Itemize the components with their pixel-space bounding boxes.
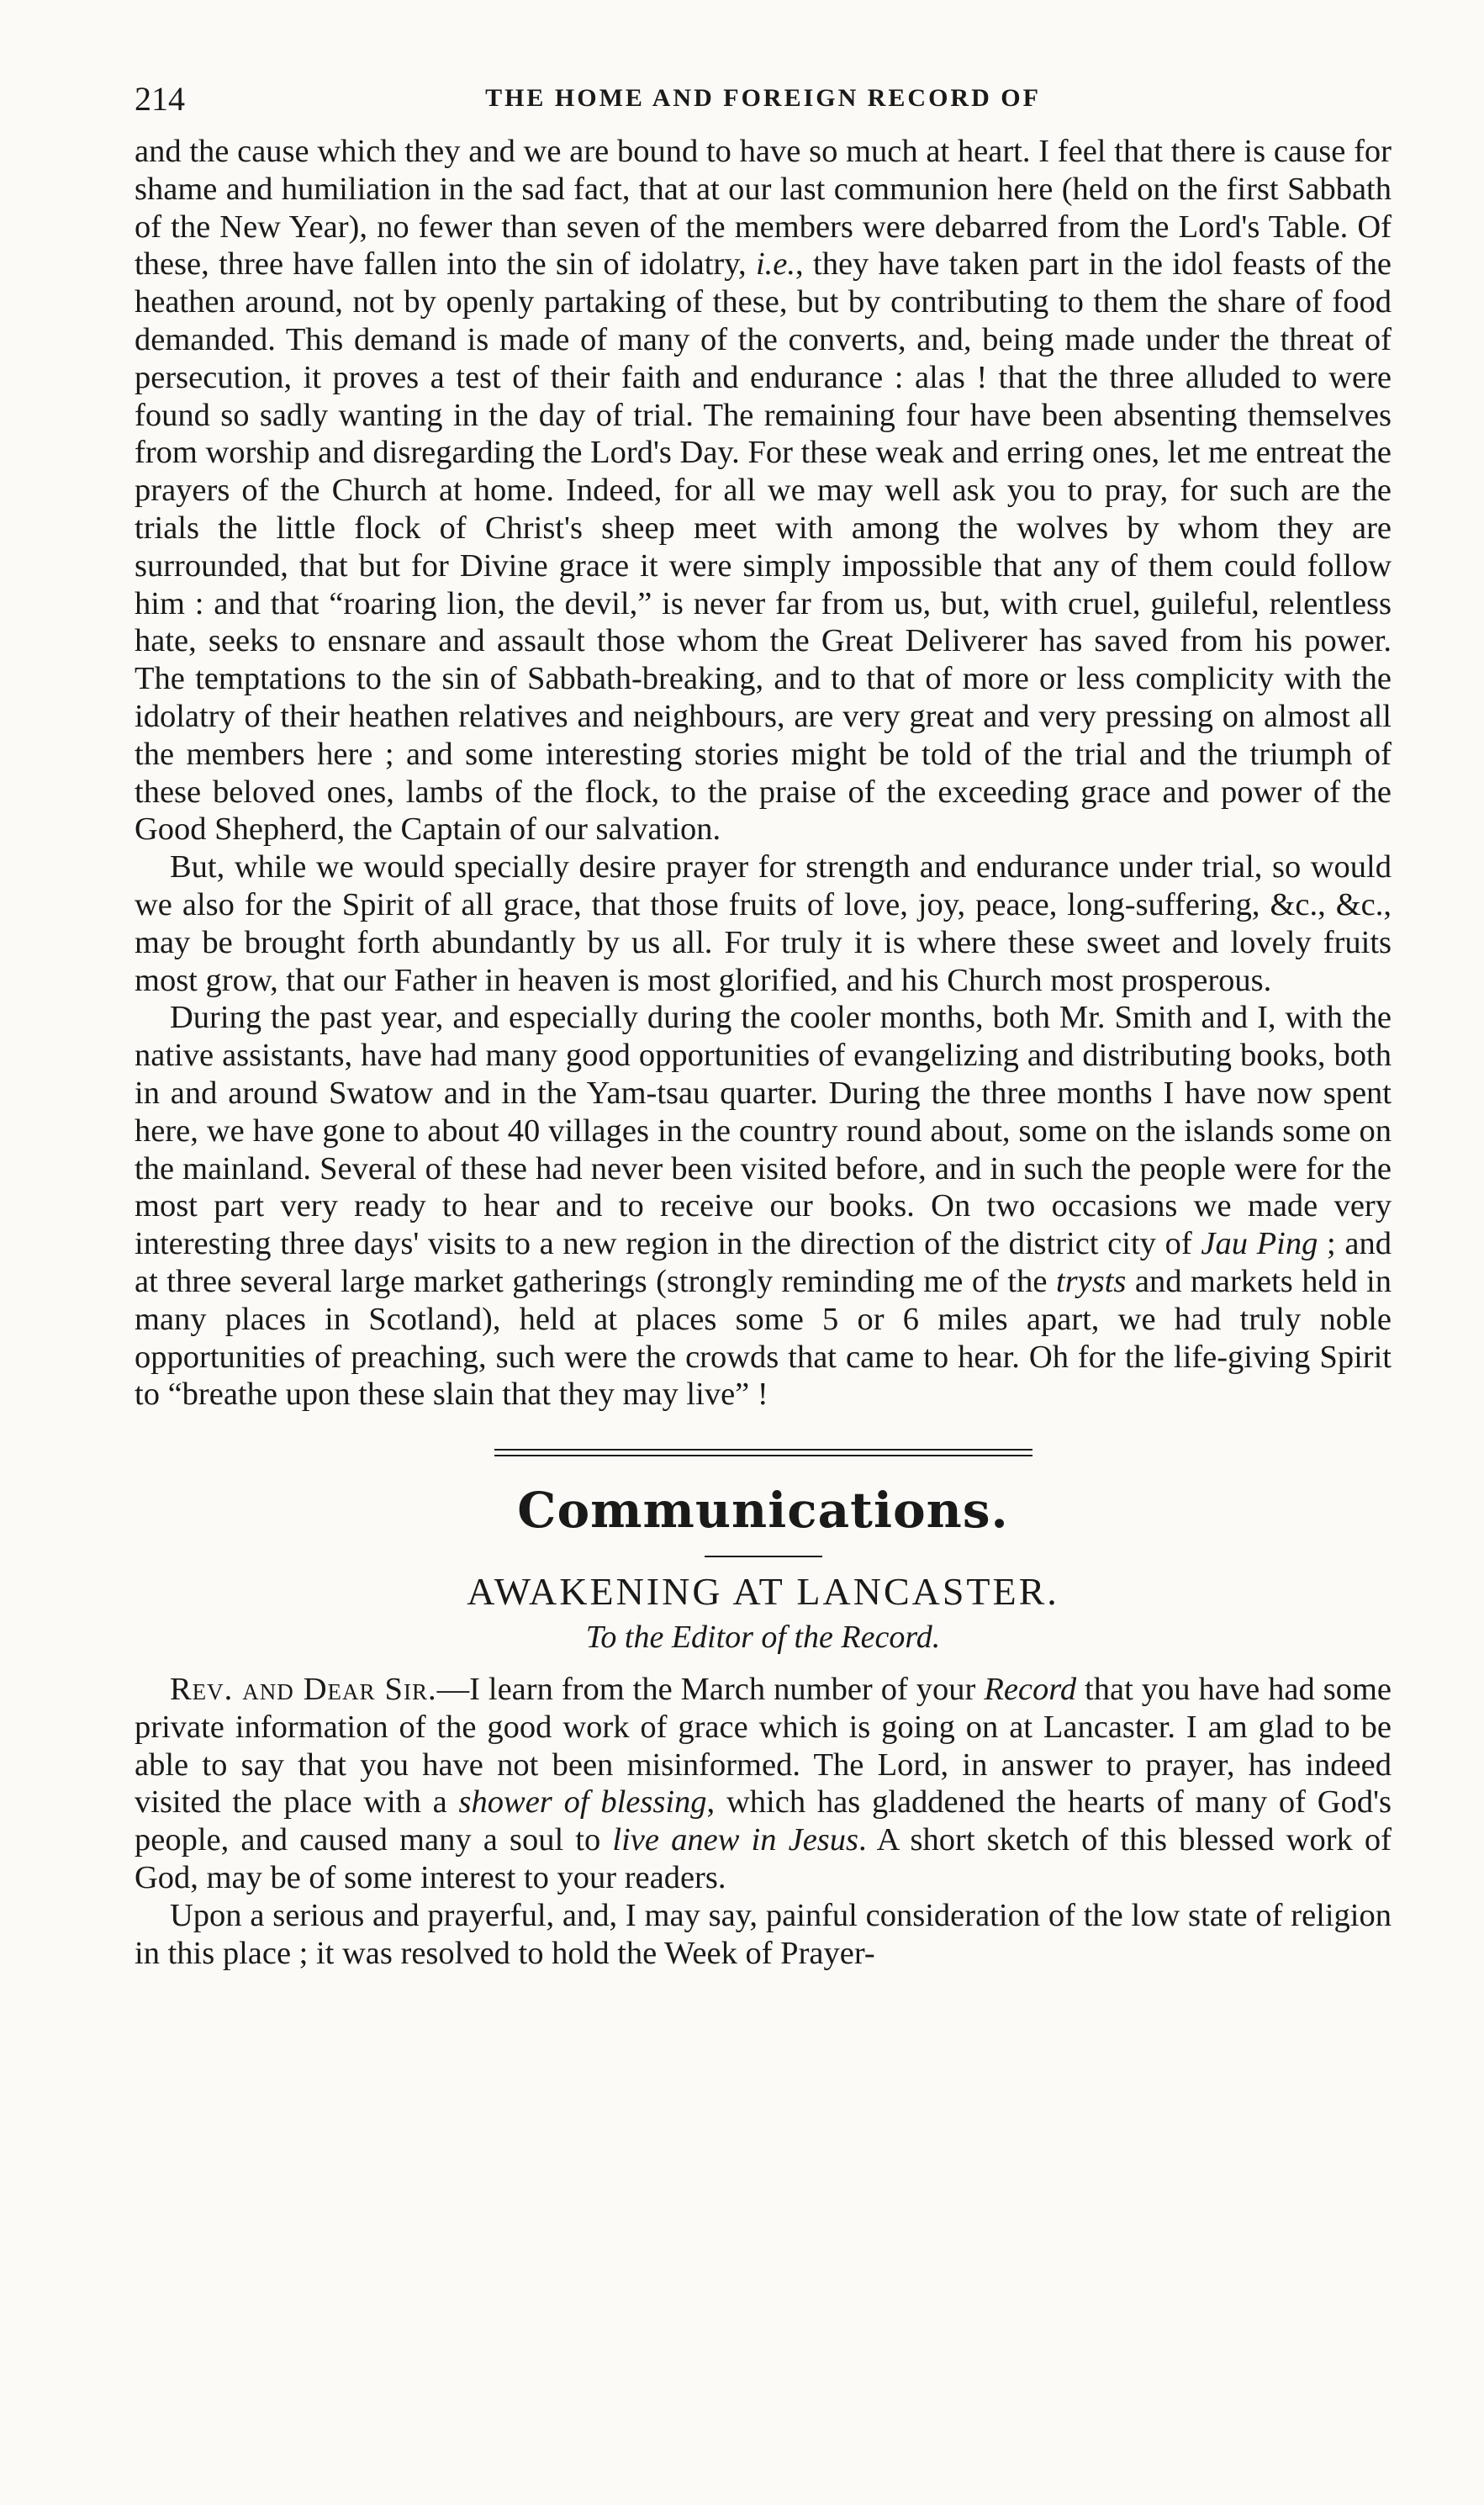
text-run: . A short sketch of this blessed work of God, may be of some interest to your readers. [135,1822,1392,1896]
text-run: and the cause which they and we are bound to have so much at heart. I feel that there is cause for shame and humiliation in the sad fact, that at our last communion here (held on the first Sabbath of the New Year), no fewer than seven of the members were debarred from the Lord's Table. Of these, three have fallen into the sin of idolatry, [135,134,1392,283]
page [135,67,1392,1972]
article-title: AWAKENING AT LANCASTER. [467,1570,1059,1614]
divider-line [494,1449,1032,1451]
short-rule [705,1556,822,1557]
article-body [135,1671,1392,1972]
letter-continuation [135,133,1392,1414]
text-run: —I learn from the March number of your [436,1672,976,1708]
text-run: , which has gladdened the hearts of many of God's people, and caused many a soul to [135,1784,1392,1858]
text-run: and markets held in many places in Scotland), held at places some 5 or 6 miles apart, we had truly noble opportunities of preaching, such were the crowds that came to hear. Oh for the life-giving Spirit to “breathe upon these slain that they may live” ! [135,1263,1392,1413]
section-heading: Communications. [517,1482,1009,1540]
paragraph: But, while we would specially desire prayer for strength and endurance under trial, so would we also for the Spirit of all grace, that those fruits of love, joy, peace, long-suffering, &c., &c., may be brought forth abundantly by us all. For truly it is where these sweet and lovely fruits most grow, that our Father in heaven is most glorified, and his Church most prosperous. [135,849,1392,998]
running-head [135,67,1392,118]
italic-run: Jau Ping [1201,1226,1318,1262]
divider-line [494,1455,1032,1456]
italic-run: live anew in Jesus [612,1822,859,1858]
paragraph [135,999,1392,1414]
article-subtitle: To the Editor of the Record. [585,1620,941,1656]
text-run: During the past year, and especially during the cooler months, both Mr. Smith and I, with the native assistants, have had many good opportunities of evangelizing and distributing books, both in and around Swatow and in the Yam-tsau quarter. During the three months I have now spent here, we have gone to about 40 villages in the country round about, some on the islands some on the mainland. Several of these had never been visited before, and in such the people were for the most part very ready to hear and to receive our books. On two occasions we made very interesting three days' visits to a new region in the direction of the district city of [135,1000,1392,1262]
paragraph: Upon a serious and prayerful, and, I may say, painful consideration of the low state of religion in this place ; it was resolved to hold the Week of Prayer- [135,1897,1392,1971]
running-title: THE HOME AND FOREIGN RECORD OF [485,84,1041,112]
page-number: 214 [135,80,185,118]
paragraph [135,133,1392,848]
paragraph [135,1671,1392,1897]
section-divider [494,1449,1032,1456]
salutation: Rev. and Dear Sir. [170,1672,437,1708]
text-run: ; and at three several large market gatherings (strongly reminding me of the [135,1226,1392,1299]
text-run: , they have taken part in the idol feasts of the heathen around, not by openly partaking of these, but by contributing to them the share of food demanded. This demand is made of many of the converts, and, being made under the threat of persecution, it proves a test of their faith and endurance : alas ! that the three alluded to were found so sadly wanting in the day of trial. The remaining four have been absenting themselves from worship and disregarding the Lord's Day. For these weak and erring ones, let me entreat the prayers of the Church at home. Indeed, for all we may well ask you to pray, for such are the trials the little flock of Christ's sheep meet with among the wolves by whom they are surrounded, that but for Divine grace it were simply impossible that any of them could follow him : and that “roaring lion, the devil,” is never far from us, but, with cruel, guileful, relentless hate, seeks to ensnare and assault those whom the Great Deliverer has saved from his power. The temptations to the sin of Sabbath-breaking, and to that of more or less complicity with the idolatry of their heathen relatives and neighbours, are very great and very pressing on almost all the members here ; and some interesting stories might be told of the trial and the triumph of these beloved ones, lambs of the flock, to the praise of the exceeding grace and power of the Good Shepherd, the Captain of our salvation. [135,246,1392,848]
text-run: that you have had some private information of the good work of grace which is going on at Lancaster. I am glad to be able to say that you have not been misinformed. The Lord, in answer to prayer, has indeed visited the place with a [135,1672,1392,1821]
italic-run: i.e. [755,246,796,283]
italic-run: shower of blessing [458,1784,707,1821]
italic-run: Record [984,1672,1077,1708]
italic-run: trysts [1055,1263,1127,1299]
